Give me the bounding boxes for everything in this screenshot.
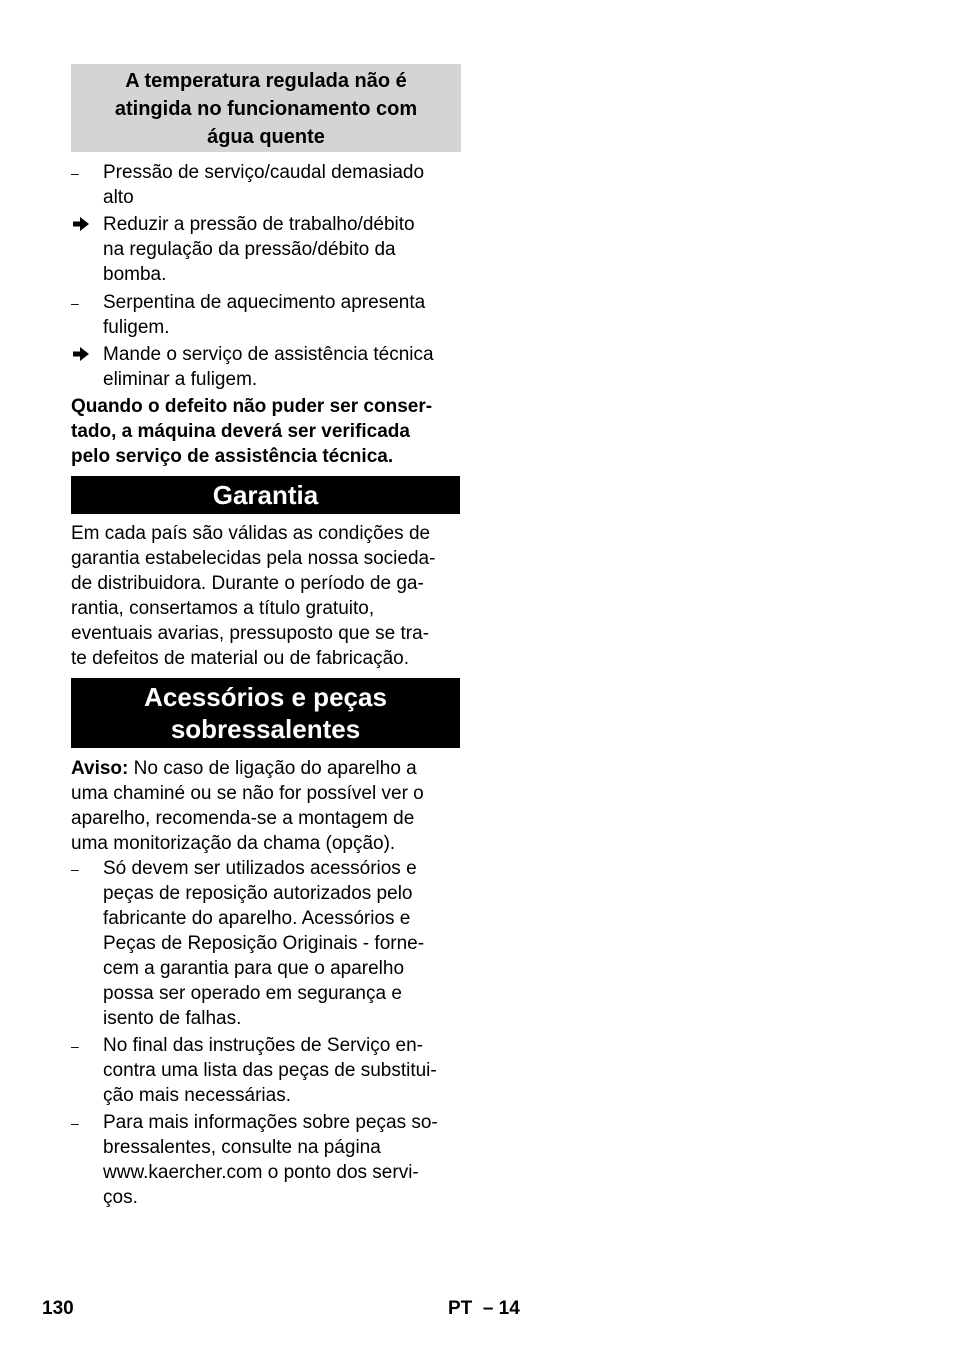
item-line: Pressão de serviço/caudal demasiado [103, 162, 425, 183]
dash-marker: – [71, 861, 79, 877]
heading-line: A temperatura regulada não é [125, 70, 407, 92]
item-line: contra uma lista das peças de substitui- [103, 1060, 437, 1081]
list-item [71, 212, 461, 287]
garantia-paragraph [71, 521, 461, 671]
item-line: Peças de Reposição Originais - forne- [103, 933, 425, 954]
paragraph-line: aparelho, recomenda-se a montagem de [71, 808, 415, 829]
item-line: bomba. [103, 264, 167, 285]
list-item [71, 342, 461, 392]
arrow-icon [71, 212, 101, 239]
item-line: www.kaercher.com o ponto dos servi- [103, 1162, 419, 1183]
item-line: bressalentes, consulte na página [103, 1137, 381, 1158]
paragraph-line: te defeitos de material ou de fabricação. [71, 648, 409, 669]
item-line: cem a garantia para que o aparelho [103, 958, 405, 979]
list-item [71, 856, 461, 1031]
heading-line: atingida no funcionamento com [114, 98, 418, 120]
dash-marker: – [71, 165, 79, 181]
note-line: tado, a máquina deverá ser verificada [71, 421, 410, 442]
aviso-label: Aviso: [71, 758, 129, 779]
list-item [71, 1110, 461, 1210]
item-line: Mande o serviço de assistência técnica [103, 344, 434, 365]
paragraph-line: rantia, consertamos a título gratuito, [71, 598, 375, 619]
list-item [71, 290, 461, 340]
item-line: alto [103, 187, 134, 208]
heading-line: Acessórios e peças [144, 682, 387, 712]
item-line: Para mais informações sobre peças so- [103, 1112, 438, 1133]
item-line: fabricante do aparelho. Acessórios e [103, 908, 411, 929]
item-line: ção mais necessárias. [103, 1085, 291, 1106]
note-line: pelo serviço de assistência técnica. [71, 446, 394, 467]
paragraph-line: uma chaminé ou se não for possível ver o [71, 783, 424, 804]
service-note [71, 394, 461, 469]
item-line: No final das instruções de Serviço en- [103, 1035, 423, 1056]
dash-marker: – [71, 1115, 79, 1131]
item-line: eliminar a fuligem. [103, 369, 258, 390]
paragraph-line: garantia estabelecidas pela nossa socieda- [71, 548, 436, 569]
paragraph-line: uma monitorização da chama (opção). [71, 833, 396, 854]
aviso-paragraph [71, 756, 461, 856]
item-line: fuligem. [103, 317, 170, 338]
dash-marker: – [71, 295, 79, 311]
note-line: Quando o defeito não puder ser conser- [71, 396, 433, 417]
aviso-text: No caso de ligação do aparelho a [128, 758, 417, 779]
list-item [71, 1033, 461, 1108]
acessorios-heading [71, 678, 460, 748]
dash-marker: – [71, 1038, 79, 1054]
list-item [71, 160, 461, 210]
item-line: possa ser operado em segurança e [103, 983, 402, 1004]
page-number: 130 [42, 1298, 74, 1319]
paragraph-line: Em cada país são válidas as condições de [71, 523, 431, 544]
item-line: isento de falhas. [103, 1008, 242, 1029]
language-page-label: PT – 14 [448, 1298, 520, 1319]
item-line: ços. [103, 1187, 138, 1208]
heading-line: água quente [207, 126, 325, 148]
arrow-icon [71, 342, 101, 369]
paragraph-line: de distribuidora. Durante o período de ga- [71, 573, 424, 594]
item-line: Reduzir a pressão de trabalho/débito [103, 214, 415, 235]
troubleshooting-heading [71, 64, 461, 152]
paragraph-line: eventuais avarias, pressuposto que se tra- [71, 623, 430, 644]
item-line: na regulação da pressão/débito da [103, 239, 396, 260]
item-line: peças de reposição autorizados pelo [103, 883, 413, 904]
item-line: Só devem ser utilizados acessórios e [103, 858, 417, 879]
item-line: Serpentina de aquecimento apresenta [103, 292, 426, 313]
heading-line: sobressalentes [170, 714, 361, 744]
garantia-heading: Garantia [71, 476, 460, 514]
